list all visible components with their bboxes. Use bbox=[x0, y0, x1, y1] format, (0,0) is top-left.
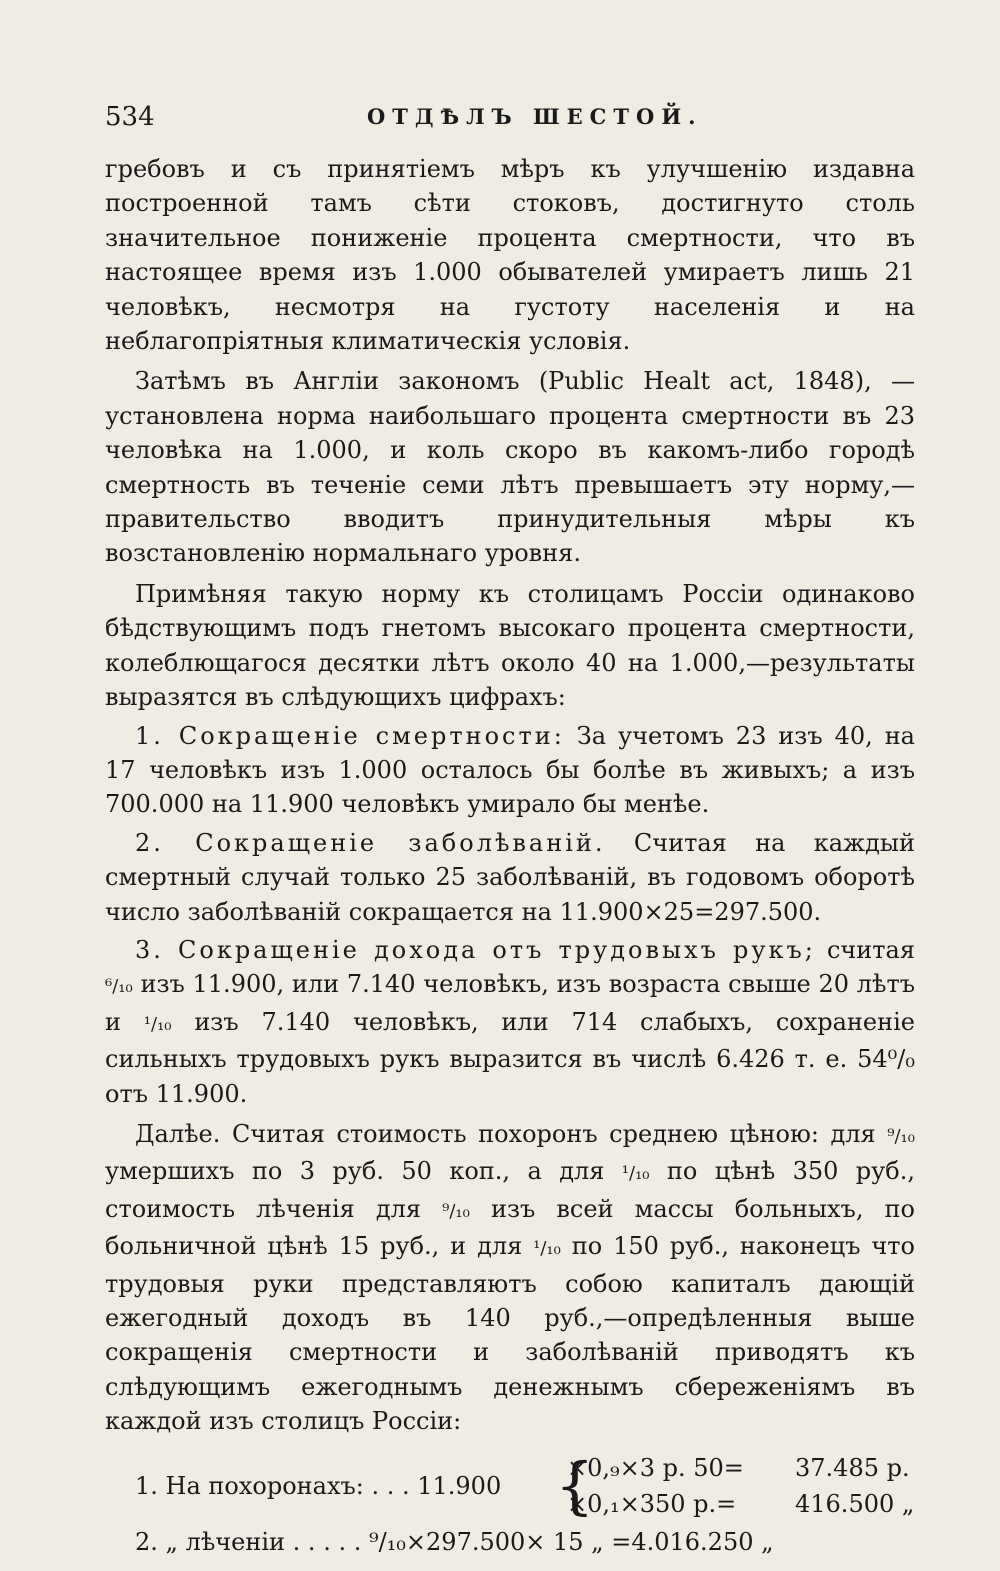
p4-text-a: Далѣе. Считая стоимость похоронъ среднею цѣною: для bbox=[135, 1119, 888, 1148]
item-3-text-a: считая bbox=[815, 935, 915, 964]
brace-glyph: { bbox=[555, 1448, 595, 1522]
paragraph-1: гребовъ и съ принятіемъ мѣръ къ улучшенію издавна построенной тамъ сѣти стоковъ, достигнуто столь значительное пониженіе процента смертности, что въ настоящее время изъ 1.000 обывателей умираетъ лишь 21 человѣкъ, несмотря на густоту населенія и на неблагопріятныя климатическія условія. bbox=[105, 155, 915, 356]
p4-text-d: изъ всей массы больныхъ, по больничной цѣнѣ 15 руб., и для bbox=[105, 1194, 915, 1261]
page-number: 534 bbox=[105, 102, 155, 132]
calc-row-1b-value: 416.500 „ bbox=[795, 1489, 915, 1518]
item-2-text: Считая на каждый смертный случай только 25 заболѣваній, въ годовомъ оборотѣ число заболѣваній сокращается на 11.900×25=297.500. bbox=[105, 828, 916, 926]
calc-row-1-label: 1. На похоронахъ: . . . 11.900 bbox=[135, 1471, 502, 1500]
calc-row-1a-value: 37.485 р. bbox=[795, 1453, 910, 1482]
item-3-text-b: изъ 11.900, или 7.140 человѣкъ, изъ возраста свыше 20 лѣтъ и bbox=[105, 970, 915, 1036]
running-title: ОТДѢЛЪ ШЕСТОЙ. bbox=[367, 104, 703, 129]
fraction: ¹/₁₀ bbox=[533, 1238, 561, 1260]
fraction: ⁶/₁₀ bbox=[105, 976, 133, 998]
item-1-text: За учетомъ 23 изъ 40, на 17 человѣкъ изъ 1.000 осталось бы болѣе въ живыхъ; а изъ 700.000 на 11.900 человѣкъ умирало бы менѣе. bbox=[105, 721, 915, 819]
item-3-heading: 3. Сокращеніе дохода отъ трудовыхъ рукъ; bbox=[135, 935, 816, 964]
paragraph-2: Затѣмъ въ Англіи закономъ (Public Healt act, 1848), — установлена норма наибольшаго процента смертности въ 23 человѣка на 1.000, и коль скоро въ какомъ-либо городѣ смертность въ теченіе семи лѣтъ превышаетъ эту норму,— правительство вводитъ принудительныя мѣры къ возстановленію нормальнаго уровня. bbox=[105, 367, 915, 568]
list-item-3 bbox=[105, 933, 915, 1111]
p4-text-b: умершихъ по 3 руб. 50 коп., а для bbox=[105, 1157, 622, 1186]
page-header bbox=[105, 102, 915, 136]
paragraph-4 bbox=[105, 1117, 915, 1439]
fraction: ⁹/₁₀ bbox=[887, 1125, 915, 1147]
fraction: ⁹/₁₀ bbox=[442, 1200, 470, 1222]
calc-row-2: 2. „ лѣченіи . . . . . ⁹/₁₀×297.500× 15 „ =4.016.250 „ bbox=[135, 1527, 774, 1556]
item-2-heading: 2. Сокращеніе заболѣваній. bbox=[135, 828, 606, 857]
fraction: ¹/₁₀ bbox=[621, 1163, 650, 1185]
p4-text-c: по цѣнѣ 350 руб., стоимость лѣченія для bbox=[105, 1157, 915, 1223]
calc-row-1a: ×0,₉×3 р. 50= bbox=[567, 1453, 744, 1482]
calc-row-1b: ×0,₁×350 р.= bbox=[567, 1489, 737, 1518]
paragraph-3: Примѣняя такую норму къ столицамъ Россіи одинаково бѣдствующимъ подъ гнетомъ высокаго процента смертности, колеблющагося десятки лѣтъ около 40 на 1.000,—результаты выразятся въ слѣдующихъ цифрахъ: bbox=[105, 579, 915, 712]
page-body bbox=[105, 152, 915, 1571]
list-item-1 bbox=[105, 719, 915, 822]
savings-calculation bbox=[105, 1448, 915, 1571]
list-item-2 bbox=[105, 826, 915, 929]
p4-text-e: по 150 руб., наконецъ что трудовыя руки представляютъ собою капиталъ дающій ежегодный доходъ въ 140 руб.,—опредѣленныя выше сокращенія смертности и заболѣваній приводятъ къ слѣдующимъ ежегоднымъ денежнымъ сбереженіямъ въ каждой изъ столицъ Россіи: bbox=[105, 1232, 915, 1436]
item-3-text-c: изъ 7.140 человѣкъ, или 714 слабыхъ, сохраненіе сильныхъ трудовыхъ рукъ выразится въ числѣ 6.426 т. е. 54⁰/₀ отъ 11.900. bbox=[105, 1007, 916, 1108]
fraction: ¹/₁₀ bbox=[143, 1013, 172, 1035]
item-1-heading: 1. Сокращеніе смертности: bbox=[135, 721, 565, 750]
